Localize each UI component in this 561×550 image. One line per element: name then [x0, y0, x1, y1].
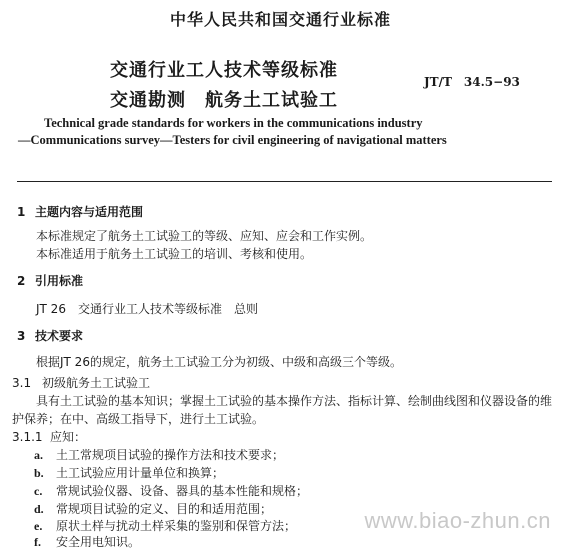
- section-2-number: 2: [17, 274, 26, 288]
- list-item-letter: a.: [34, 448, 43, 462]
- subsection-3-1-paragraph-line1: 具有土工试验的基本知识；掌握土工试验的基本操作方法、指标计算、绘制曲线图和仪器设备的维: [36, 394, 553, 408]
- list-item: [34, 500, 272, 517]
- list-item: [34, 446, 284, 463]
- list-item: [34, 517, 296, 534]
- subsection-3-1-number: 3.1: [12, 376, 32, 390]
- list-item-text: 常规项目试验的定义、目的和适用范围；: [56, 502, 273, 516]
- list-item: [34, 482, 308, 499]
- section-1-number: 1: [17, 205, 26, 219]
- section-2-reference: JT 26 交通行业工人技术等级标准 总则: [36, 302, 258, 316]
- list-item-letter: f.: [34, 535, 41, 549]
- english-title-line2: —Communications survey—Testers for civil engineering of navigational matters: [18, 133, 447, 147]
- list-item-letter: c.: [34, 484, 43, 498]
- title-divider: [17, 181, 552, 182]
- standard-title-line2: 交通勘测 航务土工试验工: [110, 90, 338, 111]
- section-1-paragraph-2: 本标准适用于航务土工试验工的培训、考核和使用。: [36, 247, 313, 261]
- header-organization: 中华人民共和国交通行业标准: [169, 10, 391, 29]
- section-1-title: 主题内容与适用范围: [35, 205, 144, 219]
- section-1-heading: [17, 203, 143, 220]
- standard-title-line1: 交通行业工人技术等级标准: [110, 60, 338, 81]
- english-title-line1: Technical grade standards for workers in the communications industry: [44, 116, 423, 130]
- section-3-number: 3: [17, 329, 26, 343]
- list-item-text: 原状土样与扰动土样采集的鉴别和保管方法；: [56, 519, 297, 533]
- subsection-3-1-1-title: 应知：: [50, 430, 87, 444]
- section-3-title: 技术要求: [35, 329, 84, 343]
- list-item: [34, 464, 224, 481]
- watermark: www.biao-zhun.cn: [364, 508, 551, 533]
- subsection-3-1-title: 初级航务土工试验工: [42, 376, 151, 390]
- list-item-letter: b.: [34, 466, 44, 480]
- subsection-3-1-paragraph-line2: 护保养；在中、高级工指导下，进行土工试验。: [12, 412, 265, 426]
- section-3-paragraph-1: 根据JT 26的规定，航务土工试验工分为初级、中级和高级三个等级。: [36, 355, 402, 369]
- subsection-3-1-1-heading: [12, 428, 86, 445]
- list-item-text: 安全用电知识。: [56, 535, 141, 549]
- list-item-text: 土工试验应用计量单位和换算；: [56, 466, 225, 480]
- subsection-3-1-1-number: 3.1.1: [12, 430, 43, 444]
- section-2-title: 引用标准: [35, 274, 84, 288]
- list-item-letter: e.: [34, 519, 43, 533]
- section-1-paragraph-1: 本标准规定了航务土工试验工的等级、应知、应会和工作实例。: [36, 229, 373, 243]
- list-item-text: 常规试验仪器、设备、器具的基本性能和规格；: [56, 484, 309, 498]
- section-3-heading: [17, 327, 83, 344]
- section-2-heading: [17, 272, 83, 289]
- standard-code: JT/T 34.5−93: [424, 75, 520, 89]
- list-item-text: 土工常规项目试验的操作方法和技术要求；: [56, 448, 285, 462]
- subsection-3-1-heading: [12, 374, 150, 391]
- list-item-letter: d.: [34, 502, 44, 516]
